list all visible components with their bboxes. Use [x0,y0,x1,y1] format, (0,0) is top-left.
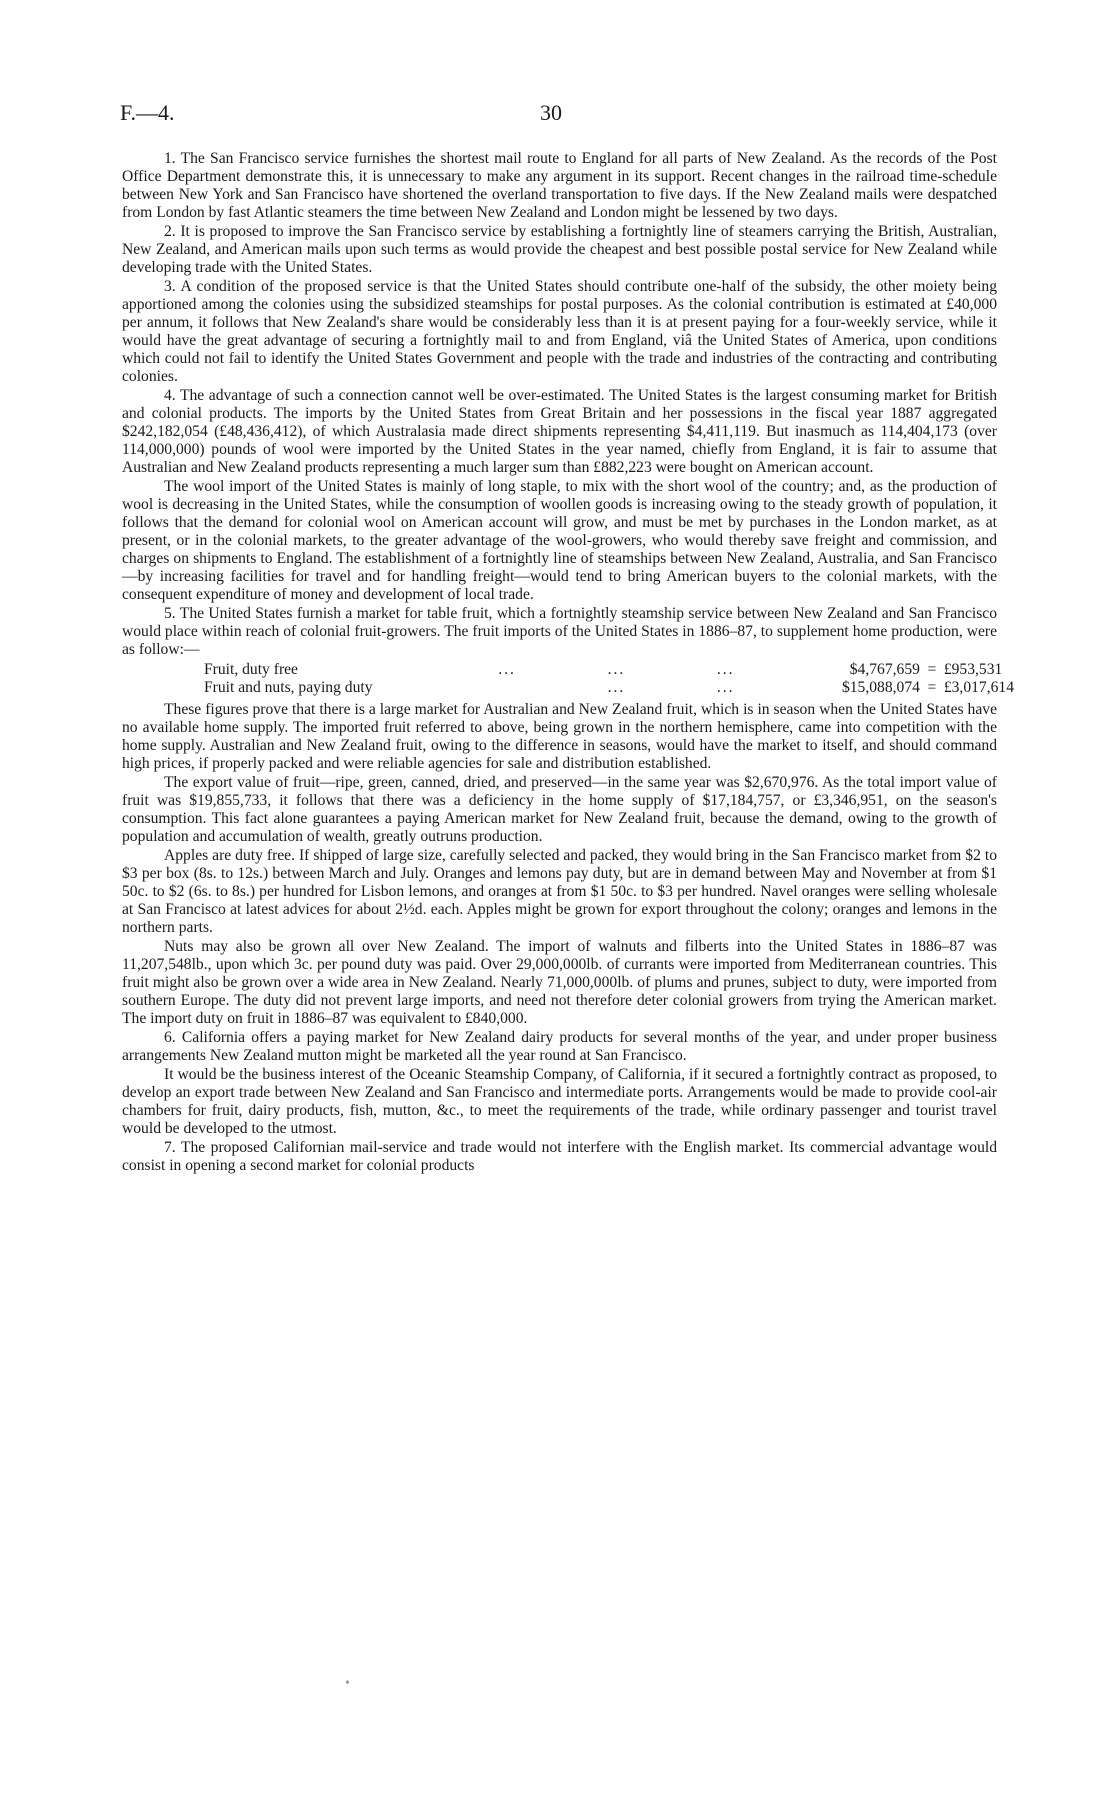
page-number: 30 [540,100,562,125]
body-text [122,150,1014,1176]
leader-dots: ... [607,661,626,678]
table-row [204,661,1014,679]
row-label: Fruit and nuts, paying duty [204,679,373,696]
row-label: Fruit, duty free [204,661,298,678]
table-row [204,679,1014,697]
equals-sign: = [927,661,937,678]
dollar-value: $4,767,659 [849,661,920,678]
paragraph-7: 7. The proposed Californian mail-service and trade would not interfere with the English market. Its commercial advantage would consist in opening a second market for colonial products [122,1139,997,1174]
paragraph-6: 6. California offers a paying market for New Zealand dairy products for several months of the year, and under proper business arrangements New Zealand mutton might be marketed all the year round at San Francisco. [122,1029,997,1064]
pound-value: £3,017,614 [943,679,1014,696]
paragraph-4: 4. The advantage of such a connection cannot well be over-estimated. The United States is the largest consuming market for British and colonial products. The imports by the United States from Great Britain and her possessions in the fiscal year 1887 aggregated $242,182,054 (£48,436,412), of which Australasia made direct shipments representing $4,411,119. But inasmuch as 114,404,173 (over 114,000,000) pounds of wool were imported by the United States in the year named, chiefly from England, it is fair to assume that Australian and New Zealand products representing a much larger sum than £882,223 were bought on American account. [122,387,997,476]
fruit-imports-table [204,661,1014,697]
paragraph-oceanic: It would be the business interest of the Oceanic Steamship Company, of California, if it secured a fortnightly contract as proposed, to develop an export trade between New Zealand and San Francisco and intermediate ports. Arrangements would be made to provide cool-air chambers for fruit, dairy products, fish, mutton, &c., to meet the requirements of the trade, while ordinary passenger and tourist travel would be developed to the utmost. [122,1066,997,1137]
document-reference: F.—4. [120,100,175,125]
paragraph-export-value: The export value of fruit—ripe, green, canned, dried, and preserved—in the same year was $2,670,976. As the total import value of fruit was $19,855,733, it follows that there was a deficiency in the home supply of $17,184,757, or £3,346,951, on the season's consumption. This fact alone guarantees a paying American market for New Zealand fruit, because the demand, owing to the growth of population and accumulation of wealth, greatly outruns production. [122,774,997,845]
leader-dots: ... [607,679,626,696]
paragraph-3: 3. A condition of the proposed service is that the United States should contribute one-half of the subsidy, the other moiety being apportioned among the colonies using the subsidized steamships for postal purposes. As the colonial contribution is estimated at £40,000 per annum, it follows that New Zealand's share would be considerably less than it is at present paying for a four-weekly service, while it would have the great advantage of securing a fortnightly mail to and from England, viâ the United States of America, upon conditions which could not fail to identify the United States Government and people with the trade and industries of the contracting and contributing colonies. [122,278,997,385]
paragraph-1: 1. The San Francisco service furnishes the shortest mail route to England for all parts of New Zealand. As the records of the Post Office Department demonstrate this, it is unnecessary to make any argument in its support. Recent changes in the railroad time-schedule between New York and San Francisco have shortened the overland transportation to five days. If the New Zealand mails were despatched from London by fast Atlantic steamers the time between New Zealand and London might be lessened by two days. [122,150,997,221]
dollar-value: $15,088,074 [841,679,920,696]
scan-speck-mark: • [345,1676,350,1691]
page-header [120,100,1000,130]
paragraph-figures: These figures prove that there is a large market for Australian and New Zealand fruit, which is in season when the United States have no available home supply. The imported fruit referred to above, being grown in the northern hemisphere, came into competition with the home supply. Australian and New Zealand fruit, owing to the difference in seasons, would have the market to itself, and should command high prices, if properly packed and were reliable agencies for sale and distribution established. [122,701,997,772]
equals-sign: = [927,679,937,696]
leader-dots [452,679,561,697]
leader-dots: ... [716,661,735,678]
paragraph-apples: Apples are duty free. If shipped of large size, carefully selected and packed, they would bring in the San Francisco market from $2 to $3 per box (8s. to 12s.) between March and July. Oranges and lemons pay duty, but are in demand between May and November at from $1 50c. to $2 (6s. to 8s.) per hundred for Lisbon lemons, and oranges at from $1 50c. to $3 per hundred. Navel oranges were selling wholesale at San Francisco at latest advices for about 2½d. each. Apples might be grown for export throughout the colony; oranges and lemons in the northern parts. [122,847,997,936]
paragraph-2: 2. It is proposed to improve the San Francisco service by establishing a fortnightly line of steamers carrying the British, Australian, New Zealand, and American mails upon such terms as would provide the cheapest and best possible postal service for New Zealand while developing trade with the United States. [122,223,997,276]
paragraph-nuts: Nuts may also be grown all over New Zealand. The import of walnuts and filberts into the United States in 1886–87 was 11,207,548lb., upon which 3c. per pound duty was paid. Over 29,000,000lb. of currants were imported from Mediterranean countries. This fruit might also be grown over a wide area in New Zealand. Nearly 71,000,000lb. of plums and prunes, subject to duty, were imported from southern Europe. The duty did not prevent large imports, and need not therefore deter colonial growers from trying the American market. The import duty on fruit in 1886–87 was equivalent to £840,000. [122,938,997,1027]
paragraph-5: 5. The United States furnish a market for table fruit, which a fortnightly steamship service between New Zealand and San Francisco would place within reach of colonial fruit-growers. The fruit imports of the United States in 1886–87, to supplement home production, were as follow:— [122,605,997,658]
leader-dots: ... [498,661,516,678]
leader-dots: ... [716,679,735,696]
paragraph-wool: The wool import of the United States is mainly of long staple, to mix with the short wool of the country; and, as the production of wool is decreasing in the United States, while the consumption of woollen goods is increasing owing to the steady growth of population, it follows that the demand for colonial wool on American account will grow, and must be met by purchases in the London market, as at present, or in the colonial markets, to the greater advantage of the wool-growers, who would thereby save freight and commission, and charges on shipments to England. The establishment of a fortnightly line of steamships between New Zealand, Australia, and San Francisco—by increasing facilities for travel and for handling freight—would tend to bring American buyers to the colonial markets, with the consequent expenditure of money and development of local trade. [122,478,997,603]
pound-value: £953,531 [943,661,1003,678]
